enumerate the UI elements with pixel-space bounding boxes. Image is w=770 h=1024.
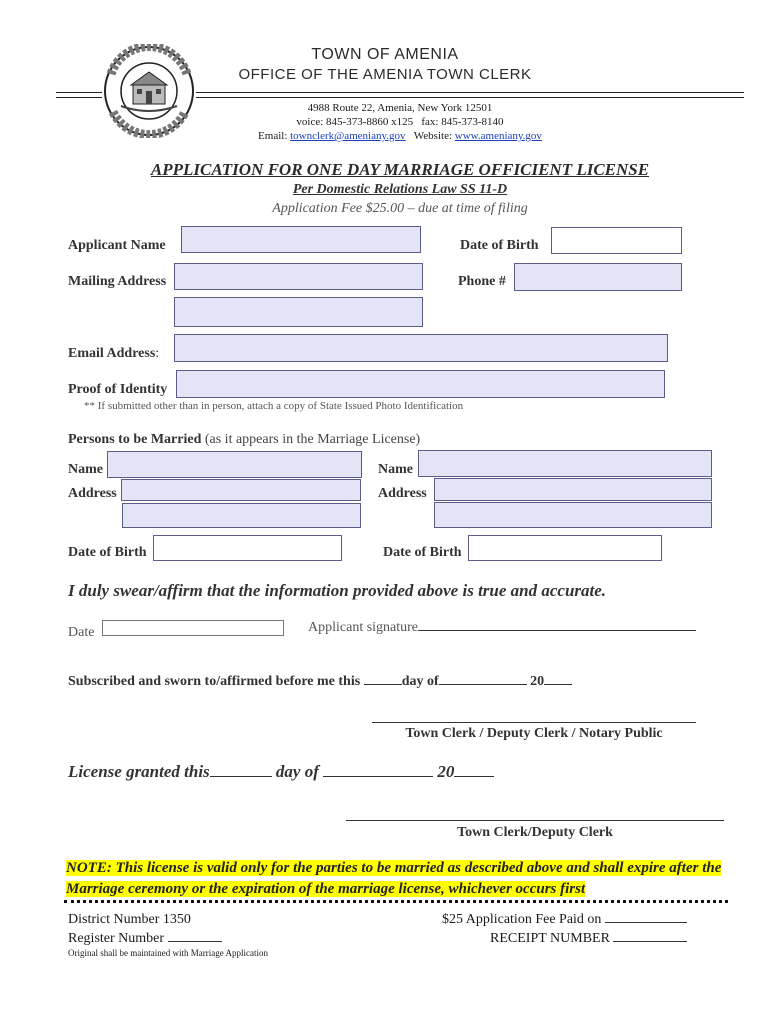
header-address: 4988 Route 22, Amenia, New York 12501 bbox=[307, 102, 493, 114]
town-seal bbox=[103, 44, 195, 138]
note-dotted-rule bbox=[64, 900, 728, 903]
receipt-line[interactable] bbox=[613, 941, 687, 942]
subscribed-day-line[interactable] bbox=[364, 684, 402, 685]
granted-text-a: License granted this bbox=[68, 762, 210, 781]
email-field[interactable] bbox=[174, 334, 668, 362]
granted-text-b: day of bbox=[271, 762, 324, 781]
identity-field[interactable] bbox=[176, 370, 665, 398]
fee-paid-line[interactable] bbox=[605, 922, 687, 923]
subscribed-year-line[interactable] bbox=[544, 684, 572, 685]
person1-address-field-1[interactable] bbox=[121, 479, 361, 501]
fee-paid-label: $25 Application Fee Paid on bbox=[442, 912, 605, 927]
mailing-field-2[interactable] bbox=[174, 297, 423, 327]
oath-date-label: Date bbox=[68, 625, 95, 640]
applicant-name-label: Applicant Name bbox=[68, 238, 166, 253]
register-line[interactable] bbox=[168, 941, 222, 942]
form-fee: Application Fee $25.00 – due at time of filing bbox=[272, 201, 528, 216]
header-rule-right bbox=[196, 92, 744, 98]
person2-dob-field[interactable] bbox=[468, 535, 662, 561]
person1-name-field[interactable] bbox=[107, 451, 362, 478]
granted-text-c: 20 bbox=[433, 762, 455, 781]
signature-row bbox=[308, 620, 696, 636]
notary-caption: Town Clerk / Deputy Clerk / Notary Public bbox=[405, 726, 663, 741]
email-address-colon: : bbox=[155, 346, 160, 361]
person2-dob-label: Date of Birth bbox=[383, 545, 462, 560]
subscribed-text-b: day of bbox=[401, 674, 439, 689]
validity-note bbox=[66, 858, 732, 900]
register-label: Register Number bbox=[68, 931, 168, 946]
oath-date-row bbox=[68, 620, 284, 641]
identity-label: Proof of Identity bbox=[68, 382, 168, 397]
person1-address-label: Address bbox=[68, 486, 117, 501]
receipt-label: RECEIPT NUMBER bbox=[490, 931, 614, 946]
email-label: Email: bbox=[258, 130, 288, 142]
oath-date-line[interactable] bbox=[102, 620, 284, 636]
license-granted-row bbox=[68, 762, 494, 782]
mailing-label: Mailing Address bbox=[68, 274, 167, 289]
phone-field[interactable] bbox=[514, 263, 682, 291]
header-contact bbox=[200, 130, 600, 142]
persons-heading-bold: Persons to be Married bbox=[68, 432, 202, 447]
identity-note: ** If submitted other than in person, attach a copy of State Issued Photo Identification bbox=[84, 400, 464, 412]
header-town: TOWN OF AMENIA bbox=[311, 46, 459, 63]
oath-statement: I duly swear/affirm that the information provided above is true and accurate. bbox=[68, 581, 607, 600]
persons-heading bbox=[68, 432, 420, 448]
website-link[interactable]: www.ameniany.gov bbox=[454, 130, 542, 142]
clerk-caption: Town Clerk/Deputy Clerk bbox=[457, 825, 613, 840]
register-row bbox=[68, 931, 222, 947]
person1-dob-field[interactable] bbox=[153, 535, 342, 561]
person1-dob-label: Date of Birth bbox=[68, 545, 147, 560]
signature-line[interactable] bbox=[418, 630, 696, 631]
persons-heading-rest: (as it appears in the Marriage License) bbox=[201, 432, 421, 447]
person2-address-field-2[interactable] bbox=[434, 502, 712, 528]
header-office: OFFICE OF THE AMENIA TOWN CLERK bbox=[238, 66, 532, 83]
person2-name-field[interactable] bbox=[418, 450, 712, 477]
phone-label: Phone # bbox=[458, 274, 506, 289]
person2-address-label: Address bbox=[378, 486, 427, 501]
form-title: APPLICATION FOR ONE DAY MARRIAGE OFFICIENT LICENSE bbox=[150, 160, 650, 179]
subscribed-row bbox=[68, 674, 572, 690]
granted-year-line[interactable] bbox=[454, 776, 494, 777]
website-label: Website: bbox=[413, 130, 453, 142]
email-address-label-text: Email Address bbox=[68, 346, 156, 361]
form-law: Per Domestic Relations Law SS 11-D bbox=[292, 182, 508, 197]
dob-label: Date of Birth bbox=[460, 238, 539, 253]
dob-field[interactable] bbox=[551, 227, 682, 254]
receipt-row bbox=[490, 931, 687, 947]
granted-day-line[interactable] bbox=[210, 776, 272, 777]
applicant-name-field[interactable] bbox=[181, 226, 421, 253]
validity-note-text: NOTE: This license is valid only for the parties to be married as described above and shall expire after the Marriage ceremony or the expiration of the marriage license, whichever occurs first bbox=[66, 860, 722, 897]
granted-month-line[interactable] bbox=[323, 776, 433, 777]
subscribed-text-a: Subscribed and sworn to/affirmed before me this bbox=[68, 674, 364, 689]
subscribed-month-line[interactable] bbox=[439, 684, 527, 685]
person1-address-field-2[interactable] bbox=[122, 503, 361, 528]
person1-name-label: Name bbox=[68, 462, 103, 477]
original-note: Original shall be maintained with Marriage Application bbox=[68, 948, 268, 958]
mailing-field-1[interactable] bbox=[174, 263, 423, 290]
clerk-signature-line[interactable] bbox=[346, 820, 724, 821]
email-address-label bbox=[68, 346, 159, 362]
person2-name-label: Name bbox=[378, 462, 413, 477]
signature-label: Applicant signature bbox=[308, 620, 419, 635]
header-phone: voice: 845-373-8860 x125 fax: 845-373-8140 bbox=[296, 116, 504, 128]
district-number: District Number 1350 bbox=[68, 912, 191, 927]
notary-signature-line[interactable] bbox=[372, 722, 696, 723]
email-link[interactable]: townclerk@ameniany.gov bbox=[290, 130, 406, 142]
person2-address-field-1[interactable] bbox=[434, 478, 712, 501]
header-rule-left bbox=[56, 92, 102, 98]
subscribed-text-c: 20 bbox=[526, 674, 545, 689]
fee-paid-row bbox=[442, 912, 687, 928]
